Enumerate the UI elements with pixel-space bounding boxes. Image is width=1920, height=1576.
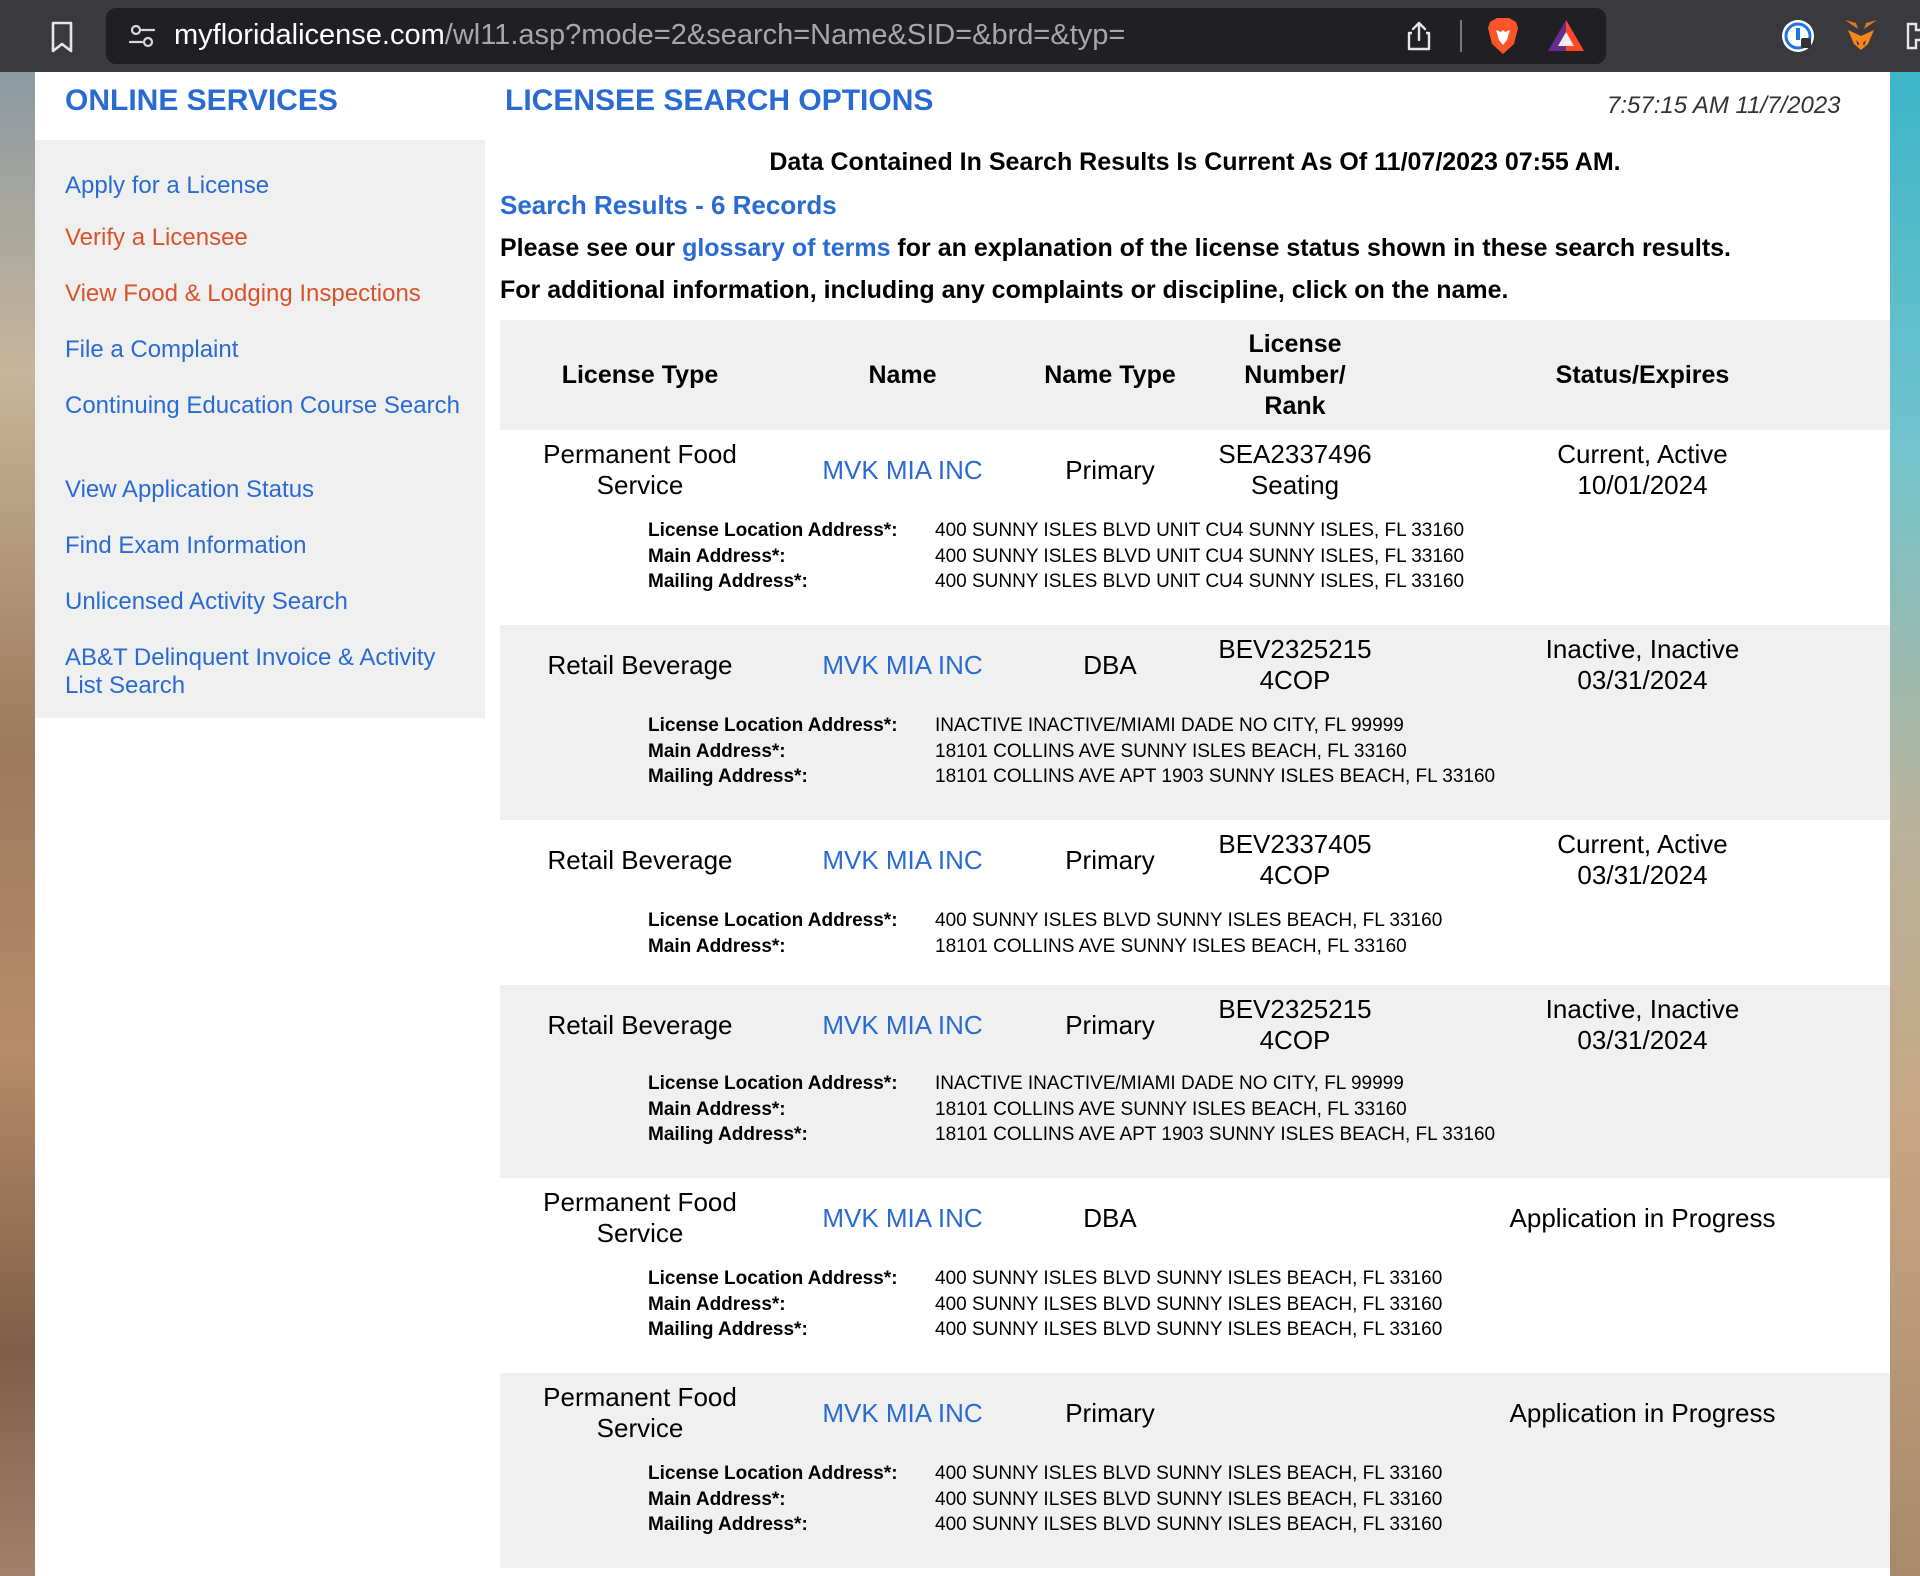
- license-type-text: Retail Beverage: [547, 844, 733, 875]
- address-value: INACTIVE INACTIVE/MIAMI DADE NO CITY, FL 99999: [935, 1073, 1404, 1094]
- url-path: /wl11.asp?mode=2&search=Name&SID=&brd=&typ=: [444, 19, 1126, 51]
- cell-name-type: [1025, 430, 1195, 510]
- cell-license-number: [1195, 430, 1395, 510]
- metamask-extension-icon[interactable]: [1842, 16, 1880, 54]
- licensee-name-link[interactable]: [780, 625, 1025, 705]
- cell-license-type: [500, 625, 780, 705]
- expires-text: 10/01/2024: [1577, 470, 1708, 500]
- brave-rewards-icon[interactable]: [1546, 18, 1586, 54]
- licensee-name-link[interactable]: [780, 1178, 1025, 1258]
- header-license-number: License Number/ Rank: [1244, 329, 1346, 420]
- share-icon[interactable]: [1404, 20, 1434, 52]
- desktop-wallpaper-left: [0, 72, 35, 1576]
- license-number-text: BEV2325215: [1218, 634, 1372, 664]
- sidebar-item-ce-course-search[interactable]: Continuing Education Course Search: [65, 392, 460, 419]
- cell-license-number: [1195, 1178, 1395, 1258]
- cell-name-type: [1025, 625, 1195, 705]
- licensee-name-link[interactable]: [780, 820, 1025, 900]
- cell-license-type: [500, 820, 780, 900]
- cell-status: [1395, 1373, 1890, 1453]
- search-results-count: Search Results - 6 Records: [500, 190, 837, 220]
- licensee-name-text[interactable]: MVK MIA INC: [822, 1202, 983, 1233]
- address-value: 400 SUNNY ISLES BLVD UNIT CU4 SUNNY ISLES, FL 33160: [935, 545, 1465, 567]
- address-label: License Location Address*:: [648, 715, 898, 736]
- cell-name-type: [1025, 985, 1195, 1065]
- address-label: License Location Address*:: [648, 910, 898, 931]
- table-row: [500, 820, 1890, 985]
- expires-text: 03/31/2024: [1577, 665, 1708, 695]
- address-label: Main Address*:: [648, 1098, 786, 1120]
- header-name-type: Name Type: [1044, 360, 1176, 389]
- licensee-name-text[interactable]: MVK MIA INC: [822, 454, 983, 485]
- status-text: Application in Progress: [1509, 1202, 1776, 1233]
- extensions-puzzle-icon[interactable]: [1904, 18, 1920, 54]
- cell-license-number: [1195, 1373, 1395, 1453]
- name-type-text: Primary: [1065, 1397, 1155, 1428]
- page-title: LICENSEE SEARCH OPTIONS: [505, 84, 934, 117]
- address-value: INACTIVE INACTIVE/MIAMI DADE NO CITY, FL 99999: [935, 715, 1404, 736]
- cell-license-type: [500, 1178, 780, 1258]
- address-label: Mailing Address*:: [648, 1319, 808, 1340]
- cell-license-number: [1195, 820, 1395, 900]
- address-bar[interactable]: [106, 8, 1606, 64]
- address-label: Main Address*:: [648, 935, 786, 957]
- glossary-notice-pre: Please see our: [500, 234, 683, 262]
- cell-name-type: [1025, 1178, 1195, 1258]
- timestamp: 7:57:15 AM 11/7/2023: [1607, 92, 1841, 119]
- address-value: 400 SUNNY ILSES BLVD SUNNY ISLES BEACH, FL 33160: [935, 1514, 1443, 1535]
- bookmark-icon[interactable]: [46, 20, 78, 54]
- licensee-name-text[interactable]: MVK MIA INC: [822, 1009, 983, 1040]
- url-host: myfloridalicense.com: [174, 19, 445, 51]
- license-type-text: Retail Beverage: [547, 1009, 733, 1040]
- cell-status: [1395, 430, 1890, 510]
- name-type-text: DBA: [1083, 649, 1137, 680]
- license-type-text: Permanent Food Service: [543, 1382, 737, 1443]
- license-number-text: BEV2325215: [1218, 994, 1372, 1024]
- address-row: [500, 1319, 1890, 1350]
- name-type-text: Primary: [1065, 454, 1155, 485]
- license-type-text: Retail Beverage: [547, 649, 733, 680]
- address-value: 400 SUNNY ILSES BLVD SUNNY ISLES BEACH, FL 33160: [935, 1293, 1443, 1315]
- address-value: 400 SUNNY ISLES BLVD UNIT CU4 SUNNY ISLES, FL 33160: [935, 571, 1465, 592]
- glossary-notice: [500, 234, 1731, 263]
- address-value: 400 SUNNY ILSES BLVD SUNNY ISLES BEACH, FL 33160: [935, 1488, 1443, 1510]
- address-value: 18101 COLLINS AVE APT 1903 SUNNY ISLES BEACH, FL 33160: [935, 1124, 1496, 1145]
- status-text: Current, Active: [1557, 829, 1728, 859]
- name-type-text: Primary: [1065, 1009, 1155, 1040]
- license-rank-text: 4COP: [1259, 860, 1331, 890]
- cell-license-type: [500, 430, 780, 510]
- table-row: [500, 625, 1890, 820]
- table-row: [500, 1373, 1890, 1568]
- licensee-name-link[interactable]: [780, 985, 1025, 1065]
- cell-name-type: [1025, 820, 1195, 900]
- license-rank-text: 4COP: [1259, 1025, 1331, 1055]
- licensee-name-text[interactable]: MVK MIA INC: [822, 1397, 983, 1428]
- header-status: Status/Expires: [1555, 360, 1730, 389]
- data-current-notice: Data Contained In Search Results Is Current As Of 11/07/2023 07:55 AM.: [769, 148, 1621, 176]
- cell-license-number: [1195, 625, 1395, 705]
- url-text[interactable]: [174, 19, 1125, 52]
- address-value: 18101 COLLINS AVE APT 1903 SUNNY ISLES BEACH, FL 33160: [935, 766, 1496, 787]
- table-row: [500, 1178, 1890, 1373]
- name-type-text: DBA: [1083, 1202, 1137, 1233]
- address-value: 18101 COLLINS AVE SUNNY ISLES BEACH, FL 33160: [935, 935, 1407, 957]
- address-label: Main Address*:: [648, 1488, 786, 1510]
- status-text: Inactive, Inactive: [1545, 994, 1740, 1024]
- address-row: [500, 936, 1890, 967]
- header-license-type: License Type: [561, 360, 719, 389]
- name-type-text: Primary: [1065, 844, 1155, 875]
- sidebar-item-apply-license[interactable]: Apply for a License: [65, 172, 270, 199]
- toolbar-separator: [1460, 20, 1462, 52]
- licensee-name-text[interactable]: MVK MIA INC: [822, 649, 983, 680]
- additional-info-notice: For additional information, including any complaints or discipline, click on the name.: [500, 276, 1509, 304]
- address-label: Mailing Address*:: [648, 1514, 808, 1535]
- table-row: [500, 430, 1890, 625]
- license-rank-text: 4COP: [1259, 665, 1331, 695]
- table-row: [500, 985, 1890, 1178]
- licensee-name-link[interactable]: [780, 1373, 1025, 1453]
- glossary-link[interactable]: glossary of terms: [682, 234, 891, 262]
- address-label: Mailing Address*:: [648, 1124, 808, 1145]
- status-text: Current, Active: [1557, 439, 1728, 469]
- cell-name-type: [1025, 1373, 1195, 1453]
- address-label: Main Address*:: [648, 545, 786, 567]
- address-label: Mailing Address*:: [648, 766, 808, 787]
- desktop-wallpaper-right: [1890, 72, 1920, 1576]
- status-text: Application in Progress: [1509, 1397, 1776, 1428]
- expires-text: 03/31/2024: [1577, 1025, 1708, 1055]
- brave-shields-icon[interactable]: [1484, 16, 1522, 56]
- address-row: [500, 571, 1890, 602]
- license-type-text: Permanent Food Service: [543, 439, 737, 500]
- cell-license-type: [500, 1373, 780, 1453]
- license-number-text: BEV2337405: [1218, 829, 1372, 859]
- address-value: 400 SUNNY ISLES BLVD SUNNY ISLES BEACH, FL 33160: [935, 1268, 1443, 1289]
- address-value: 18101 COLLINS AVE SUNNY ISLES BEACH, FL 33160: [935, 740, 1407, 762]
- licensee-name-text[interactable]: MVK MIA INC: [822, 844, 983, 875]
- license-rank-text: Seating: [1250, 470, 1340, 500]
- cell-status: [1395, 1178, 1890, 1258]
- address-label: License Location Address*:: [648, 1073, 898, 1094]
- sidebar-item-application-status[interactable]: View Application Status: [65, 476, 315, 503]
- cell-status: [1395, 820, 1890, 900]
- address-row: [500, 1124, 1890, 1155]
- glossary-notice-post: for an explanation of the license status shown in these search results.: [890, 234, 1731, 262]
- site-settings-icon[interactable]: [128, 22, 156, 50]
- browser-toolbar: [0, 0, 1920, 72]
- address-value: 400 SUNNY ISLES BLVD UNIT CU4 SUNNY ISLES, FL 33160: [935, 520, 1465, 541]
- status-text: Inactive, Inactive: [1545, 634, 1740, 664]
- address-value: 400 SUNNY ISLES BLVD SUNNY ISLES BEACH, FL 33160: [935, 910, 1443, 931]
- address-row: [500, 1514, 1890, 1545]
- cell-license-type: [500, 985, 780, 1065]
- address-label: License Location Address*:: [648, 1268, 898, 1289]
- password-manager-extension-icon[interactable]: [1780, 18, 1816, 54]
- web-page: [35, 72, 1890, 1576]
- cell-status: [1395, 625, 1890, 705]
- address-label: License Location Address*:: [648, 520, 898, 541]
- cell-status: [1395, 985, 1890, 1065]
- address-label: Main Address*:: [648, 740, 786, 762]
- table-header: [500, 320, 1890, 430]
- sidebar-item-unlicensed-activity[interactable]: Unlicensed Activity Search: [65, 588, 348, 615]
- online-services-title: ONLINE SERVICES: [65, 84, 338, 117]
- address-value: 400 SUNNY ISLES BLVD SUNNY ISLES BEACH, FL 33160: [935, 1463, 1443, 1484]
- header-name: Name: [868, 360, 937, 389]
- sidebar-item-verify-licensee[interactable]: Verify a Licensee: [65, 224, 248, 251]
- sidebar-item-food-lodging-inspections[interactable]: View Food & Lodging Inspections: [65, 280, 421, 307]
- address-label: License Location Address*:: [648, 1463, 898, 1484]
- licensee-name-link[interactable]: [780, 430, 1025, 510]
- address-label: Main Address*:: [648, 1293, 786, 1315]
- address-row: [500, 766, 1890, 797]
- sidebar: [35, 140, 485, 718]
- license-type-text: Permanent Food Service: [543, 1187, 737, 1248]
- sidebar-item-file-complaint[interactable]: File a Complaint: [65, 336, 239, 363]
- sidebar-item-abt-delinquent-invoice[interactable]: AB&T Delinquent Invoice & Activity List Search: [65, 644, 436, 699]
- address-value: 18101 COLLINS AVE SUNNY ISLES BEACH, FL 33160: [935, 1098, 1407, 1120]
- license-number-text: SEA2337496: [1218, 439, 1372, 469]
- expires-text: 03/31/2024: [1577, 860, 1708, 890]
- address-value: 400 SUNNY ILSES BLVD SUNNY ISLES BEACH, FL 33160: [935, 1319, 1443, 1340]
- address-label: Mailing Address*:: [648, 571, 808, 592]
- sidebar-item-exam-information[interactable]: Find Exam Information: [65, 532, 307, 559]
- cell-license-number: [1195, 985, 1395, 1065]
